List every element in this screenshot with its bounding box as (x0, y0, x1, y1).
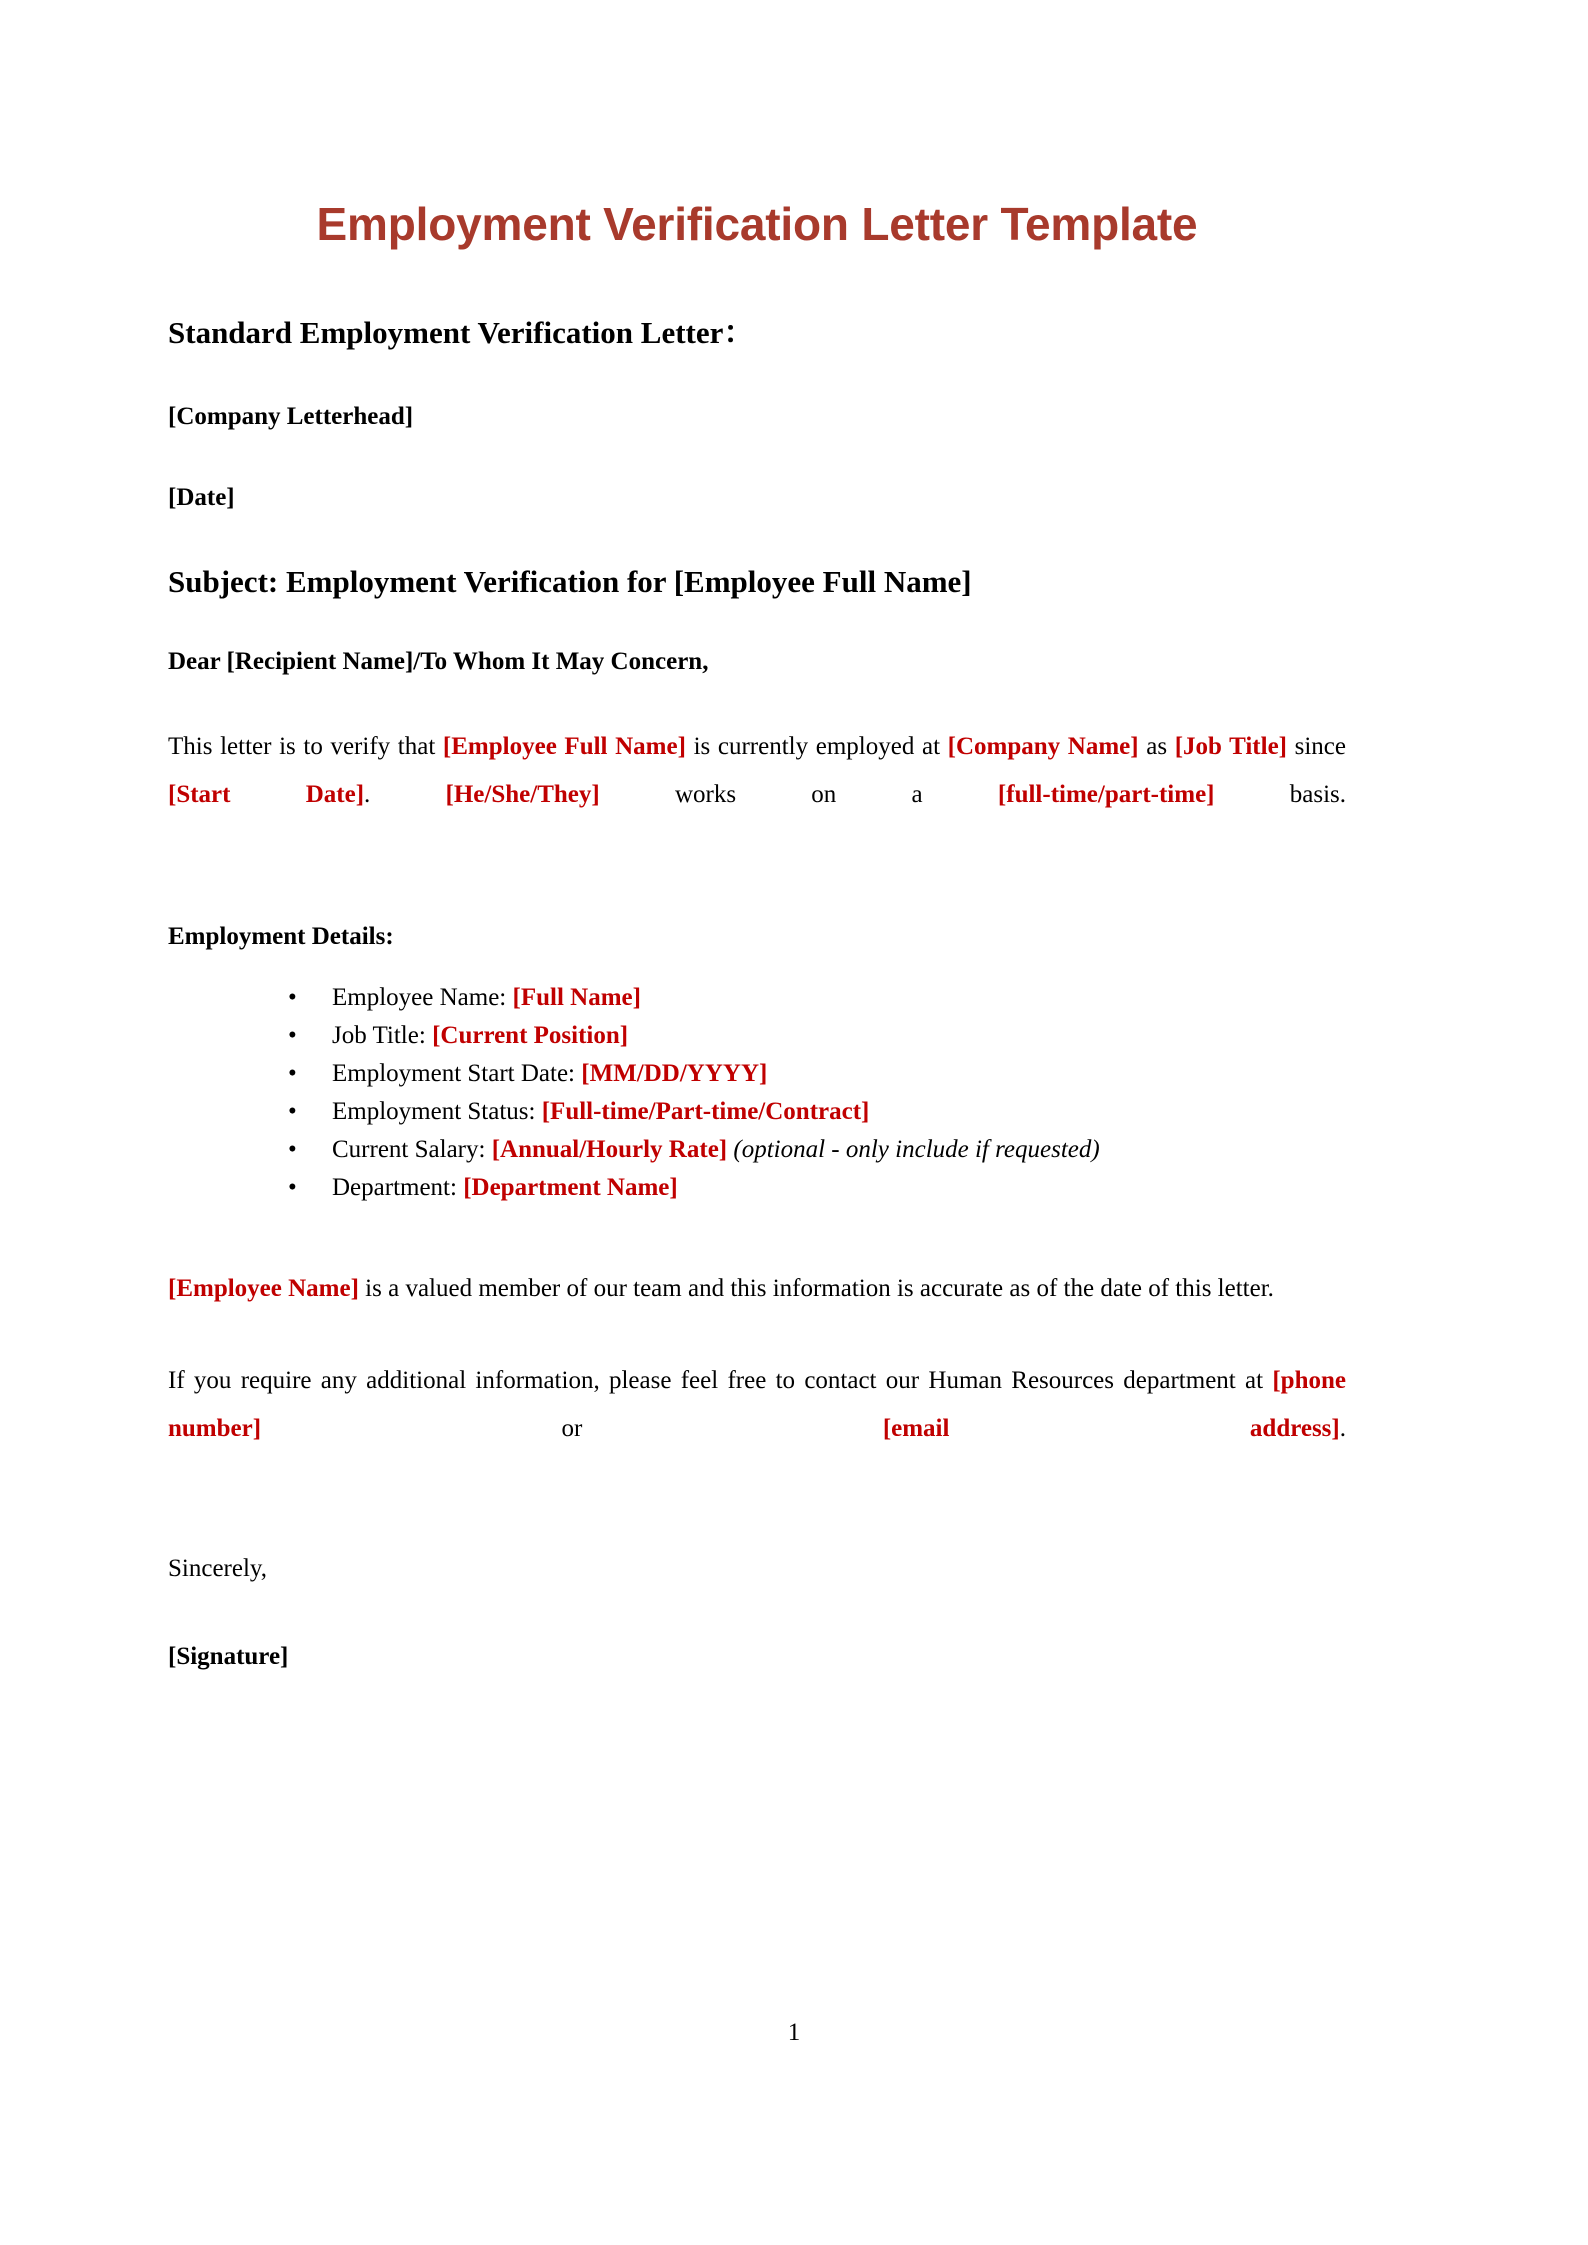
list-item (168, 979, 1346, 1017)
company-letterhead-placeholder: [Company Letterhead] (168, 403, 414, 431)
detail-value: [Annual/Hourly Rate] (491, 1136, 728, 1164)
detail-value: [Full Name] (512, 984, 641, 1012)
closing-line: Sincerely, (168, 1555, 268, 1583)
spacer (168, 679, 1346, 723)
list-item (168, 1131, 1346, 1169)
spacer (168, 1207, 1346, 1265)
spacer (168, 353, 1346, 401)
placeholder-employee-full-name: [Employee Full Name] (442, 732, 686, 760)
intro-text-1: This letter is to verify that (168, 732, 443, 760)
intro-text-6: works on a (599, 780, 998, 808)
bullet-icon: • (288, 1022, 297, 1050)
employment-details-list (168, 979, 1346, 1207)
contact-paragraph (168, 1357, 1346, 1501)
detail-value: [Department Name] (463, 1174, 678, 1202)
spacer (168, 867, 1346, 921)
list-item (168, 1017, 1346, 1055)
contact-text-2: or (261, 1415, 883, 1443)
spacer (168, 1593, 1346, 1641)
list-item (168, 1169, 1346, 1207)
detail-label: Job Title: (332, 1022, 433, 1050)
list-item (168, 1093, 1346, 1131)
spacer (168, 602, 1346, 646)
detail-label: Current Salary: (332, 1136, 492, 1164)
placeholder-job-title: [Job Title] (1174, 732, 1287, 760)
spacer (168, 434, 1346, 482)
list-item (168, 1055, 1346, 1093)
bullet-icon: • (288, 1098, 297, 1126)
subject-line: Subject: Employment Verification for [Employee Full Name] (168, 564, 972, 600)
detail-note: (optional - only include if requested) (727, 1136, 1100, 1164)
bullet-icon: • (288, 1136, 297, 1164)
spacer (168, 251, 1346, 313)
placeholder-email-address: [email address] (882, 1415, 1340, 1443)
detail-value: [MM/DD/YYYY] (581, 1060, 768, 1088)
placeholder-employment-basis: [full-time/part-time] (997, 780, 1215, 808)
document-content (168, 0, 1346, 1674)
placeholder-pronoun: [He/She/They] (445, 780, 600, 808)
salutation: Dear [Recipient Name]/To Whom It May Concern, (168, 648, 709, 676)
section-heading-standard-letter: Standard Employment Verification Letter： (168, 314, 755, 350)
intro-text-5: . (364, 780, 446, 808)
spacer (168, 953, 1346, 979)
bullet-icon: • (288, 984, 297, 1012)
bullet-icon: • (288, 1060, 297, 1088)
spacer (168, 1501, 1346, 1545)
intro-text-4: since (1287, 732, 1347, 760)
employment-details-heading: Employment Details: (168, 922, 394, 950)
contact-text-3: . (1339, 1415, 1346, 1443)
spacer (168, 1313, 1346, 1357)
valued-member-paragraph (168, 1265, 1346, 1313)
intro-text-2: is currently employed at (685, 732, 948, 760)
placeholder-phone-number: [phone number] (168, 1367, 1346, 1443)
signature-placeholder: [Signature] (168, 1643, 289, 1671)
detail-value: [Full-time/Part-time/Contract] (541, 1098, 870, 1126)
intro-text-3: as (1138, 732, 1175, 760)
placeholder-employee-name: [Employee Name] (168, 1275, 359, 1303)
spacer (168, 514, 1346, 562)
page-number: 1 (787, 2019, 801, 2046)
detail-label: Employment Start Date: (332, 1060, 582, 1088)
intro-paragraph (168, 723, 1346, 867)
valued-member-text: is a valued member of our team and this information is accurate as of the date of this letter. (358, 1275, 1274, 1303)
contact-text-1: If you require any additional information, please feel free to contact our Human Resources department at (168, 1367, 1273, 1395)
detail-label: Employee Name: (332, 984, 513, 1012)
detail-label: Employment Status: (332, 1098, 542, 1126)
detail-label: Department: (332, 1174, 464, 1202)
intro-text-7: basis. (1214, 780, 1346, 808)
placeholder-start-date: [Start Date] (168, 780, 365, 808)
page-title: Employment Verification Letter Template (316, 198, 1198, 250)
date-placeholder: [Date] (168, 483, 235, 511)
detail-value: [Current Position] (432, 1022, 629, 1050)
placeholder-company-name: [Company Name] (947, 732, 1139, 760)
bullet-icon: • (288, 1174, 297, 1202)
